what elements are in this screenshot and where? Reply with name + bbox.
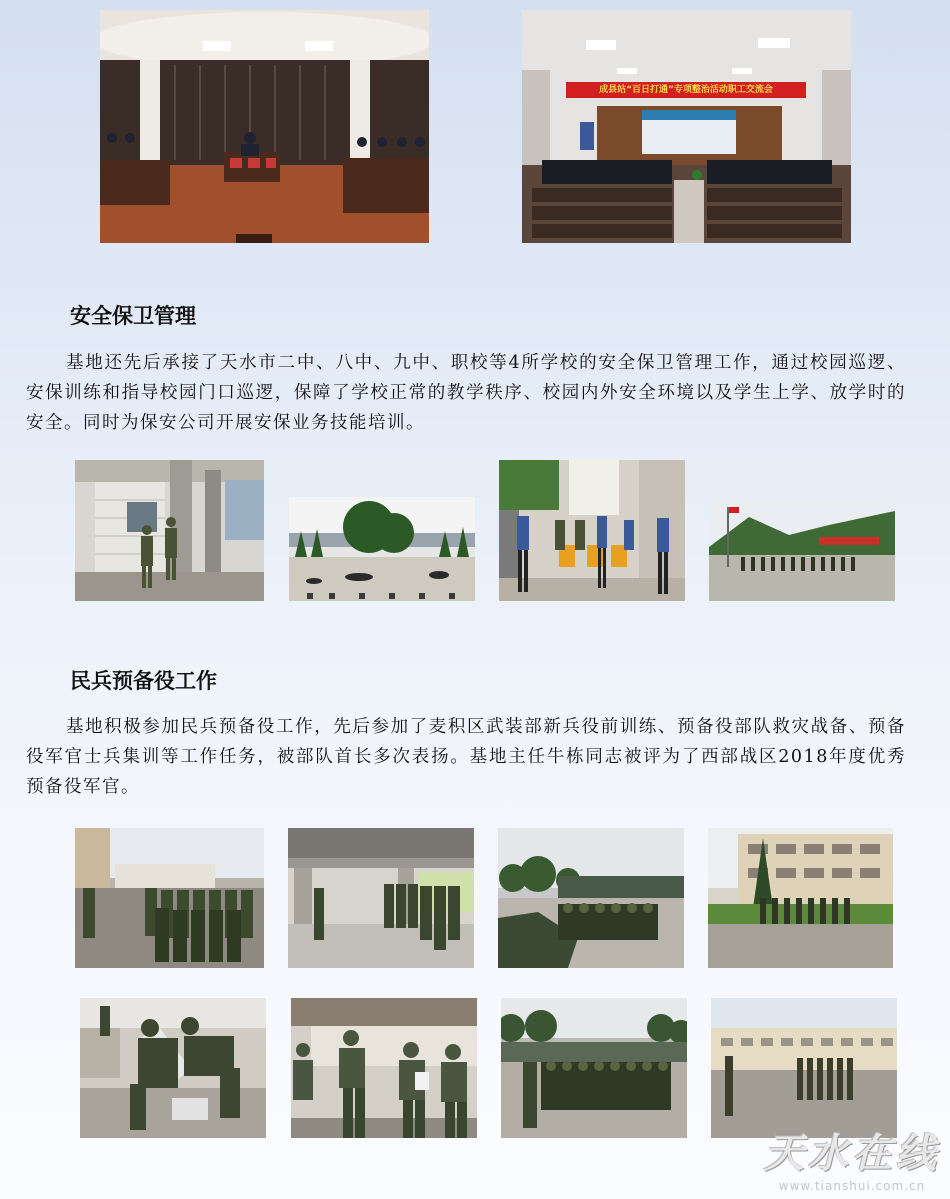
militia-photo-7: [501, 998, 687, 1138]
militia-photo-4: [708, 828, 893, 968]
section-heading-militia: 民兵预备役工作: [70, 669, 217, 693]
militia-photo-8: [711, 998, 897, 1138]
militia-photo-6: [291, 998, 477, 1138]
militia-photo-1: [75, 828, 264, 968]
meeting-photo-right: [522, 10, 851, 243]
militia-photo-5: [80, 998, 266, 1138]
section-body-militia: 基地积极参加民兵预备役工作，先后参加了麦积区武装部新兵役前训练、预备役部队救灾战备、预备役军官士兵集训等工作任务，被部队首长多次表扬。基地主任牛栋同志被评为了西部战区2018年度优秀预备役军官。: [26, 717, 906, 797]
meeting-banner-text: 成县站“百日打通”专项整治活动职工交流会: [599, 85, 773, 95]
section-body-security: 基地还先后承接了天水市二中、八中、九中、职校等4所学校的安全保卫管理工作，通过校园巡逻、安保训练和指导校园门口巡逻，保障了学校正常的教学秩序、校园内外安全环境以及学生上学、放学时的安全。同时为保安公司开展安保业务技能培训。: [26, 353, 906, 433]
security-photo-2: [289, 497, 475, 601]
site-url: www.tianshui.com.cn: [778, 1179, 926, 1193]
security-photo-4: [709, 497, 895, 601]
section-heading-security: 安全保卫管理: [70, 304, 196, 328]
security-photo-1: [75, 460, 264, 601]
militia-photo-3: [498, 828, 684, 968]
militia-photo-2: [288, 828, 474, 968]
site-watermark: [762, 1122, 942, 1193]
meeting-photo-left: [100, 10, 429, 243]
security-photo-3: [499, 460, 685, 601]
site-logo: 天水在线: [764, 1130, 940, 1177]
